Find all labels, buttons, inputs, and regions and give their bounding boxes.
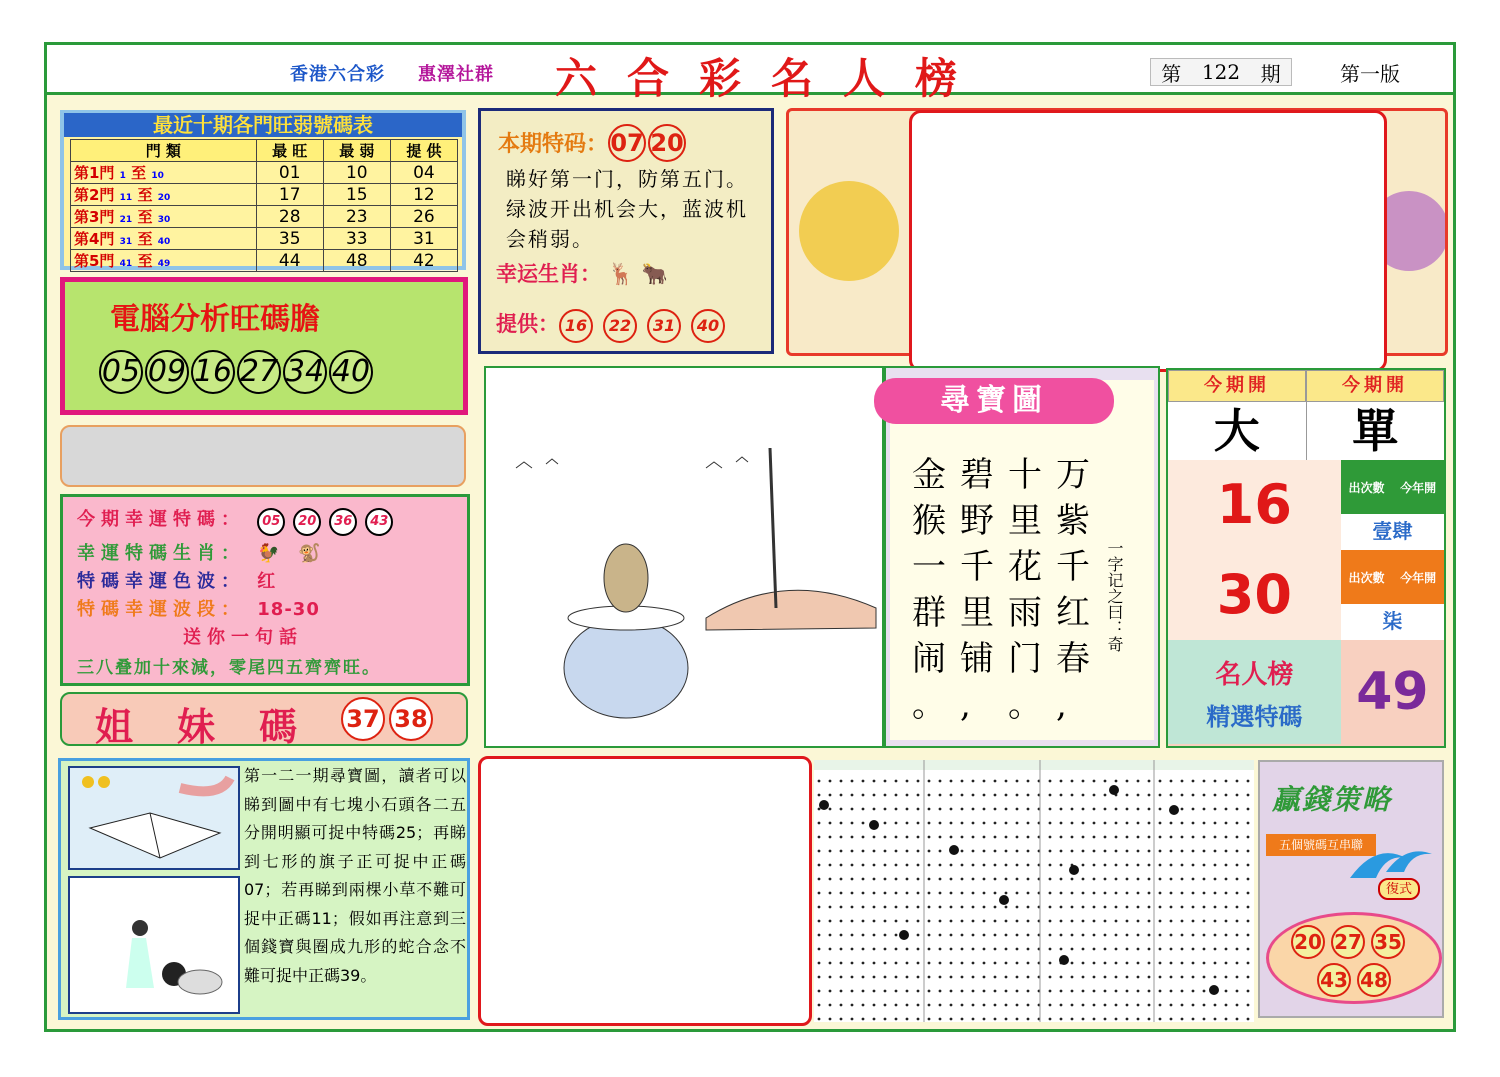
give-cell: 42 <box>390 250 457 272</box>
site-name: 香港六合彩 <box>290 64 385 85</box>
site-group: 惠澤社群 <box>418 64 494 85</box>
computer-numbers <box>99 350 375 394</box>
tag-a: 出次數 <box>1348 480 1385 495</box>
cold-cell: 10 <box>323 162 390 184</box>
girl-illustration <box>68 876 240 1014</box>
blank-bar <box>60 425 466 487</box>
lucky-number: 05 <box>257 508 285 536</box>
issue-number: 122 <box>1201 60 1241 84</box>
poem-char: 里 <box>1008 501 1042 541</box>
col-header: 門 類 <box>71 140 257 162</box>
range-to: 10 <box>151 171 164 181</box>
stats-count: 柒 <box>1382 609 1403 633</box>
lucky-color: 红 <box>257 571 282 592</box>
jar-animal-illustration <box>486 368 882 746</box>
special-number: 20 <box>648 124 686 162</box>
stats-tag-header <box>1341 550 1444 604</box>
treasure-illustration <box>484 366 884 748</box>
range-to: 49 <box>157 259 171 269</box>
range-mid: 至 <box>137 252 153 270</box>
range-from: 31 <box>119 237 133 247</box>
poem-char: , <box>960 685 971 725</box>
poem-char: 铺 <box>960 639 994 679</box>
range-mid: 至 <box>137 230 153 248</box>
hot-cell: 17 <box>256 184 323 206</box>
cold-cell: 33 <box>323 228 390 250</box>
poem-char: 野 <box>960 501 994 541</box>
poem-char: 花 <box>1008 547 1042 587</box>
poem-column <box>912 452 946 728</box>
poem-column <box>1056 452 1090 728</box>
edition-label: 第一版 <box>1340 62 1400 86</box>
lucky-line-3 <box>77 567 281 593</box>
door-label: 第1門 <box>74 164 115 182</box>
zodiac-label: 幸运生肖： <box>496 262 601 286</box>
lucky-label: 特碼幸運波段： <box>77 599 245 620</box>
number-ball: 16 <box>191 350 235 394</box>
stats-box <box>1166 368 1446 748</box>
range-from: 1 <box>119 171 126 181</box>
hot-cell: 35 <box>256 228 323 250</box>
recent-table <box>70 139 458 272</box>
strategy-number: 48 <box>1357 963 1391 997</box>
range-from: 21 <box>119 215 133 225</box>
number-ball: 40 <box>329 350 373 394</box>
range-from: 11 <box>119 193 133 203</box>
table-row <box>71 250 458 272</box>
hot-cell: 01 <box>256 162 323 184</box>
issue-box <box>1150 58 1292 86</box>
lucky-line-5: 送你一句話 <box>183 627 303 648</box>
lucky-number: 20 <box>293 508 321 536</box>
lucky-label: 今期幸運特碼： <box>77 509 245 530</box>
range-from: 41 <box>119 259 133 269</box>
monkey-icon: 🐒 <box>297 543 327 564</box>
famous-pick: 49 <box>1341 640 1444 744</box>
strategy-row-1 <box>1291 925 1405 959</box>
hot-cell: 44 <box>256 250 323 272</box>
lucky-number: 36 <box>329 508 357 536</box>
poem-char: 猴 <box>912 501 946 541</box>
cold-cell: 15 <box>323 184 390 206</box>
lucky-line-6: 三八叠加十來減，零尾四五齊齊旺。 <box>77 658 381 678</box>
poem-char: 群 <box>912 593 946 633</box>
poem-column <box>1008 452 1042 728</box>
lucky-label: 幸運特碼生肖： <box>77 543 245 564</box>
stats-tag <box>1341 550 1444 640</box>
dot-grid <box>814 760 1254 1022</box>
stats-tag-header <box>1341 460 1444 514</box>
col-header: 提 供 <box>390 140 457 162</box>
give-cell: 04 <box>390 162 457 184</box>
range-mid: 至 <box>137 208 153 226</box>
provide-number: 40 <box>691 309 725 343</box>
lucky-range: 18-30 <box>257 599 320 620</box>
dot-grid-pattern <box>814 760 1254 1022</box>
strategy-number: 27 <box>1331 925 1365 959</box>
poem-char: 金 <box>912 455 946 495</box>
famous-subtitle: 精選特碼 <box>1206 703 1303 731</box>
poem-char: , <box>1056 685 1067 725</box>
range-to: 30 <box>157 215 171 225</box>
range-mid: 至 <box>137 186 153 204</box>
strategy-label: 五個號碼互串聯 <box>1266 834 1376 856</box>
provide-number: 31 <box>647 309 681 343</box>
stats-odd-even: 單 <box>1352 404 1399 458</box>
table-row <box>71 206 458 228</box>
stats-row-2 <box>1168 550 1444 640</box>
cold-cell: 23 <box>323 206 390 228</box>
poem-char: 千 <box>1056 547 1090 587</box>
number-ball: 09 <box>145 350 189 394</box>
treasure-title: 尋寶圖 <box>874 378 1114 424</box>
stats-number: 16 <box>1168 460 1341 550</box>
recent-table-title: 最近十期各門旺弱號碼表 <box>64 113 462 137</box>
deer-icon: 🦌 <box>608 262 635 286</box>
stats-header-row <box>1168 370 1444 402</box>
book-icon <box>70 768 238 868</box>
poem-char: 一 <box>912 547 946 587</box>
stats-tag <box>1341 460 1444 550</box>
page-title: 六合彩名人榜 <box>555 54 988 103</box>
stats-header: 今期開 <box>1306 370 1444 402</box>
lucky-label: 特碼幸運色波： <box>77 571 245 592</box>
strategy-number: 35 <box>1371 925 1405 959</box>
stats-number: 30 <box>1168 550 1341 640</box>
stats-big-small: 大 <box>1168 402 1307 460</box>
provide-number: 22 <box>603 309 637 343</box>
number-ball: 34 <box>283 350 327 394</box>
lucky-box <box>60 494 470 686</box>
provide-number: 16 <box>559 309 593 343</box>
issue-suffix: 期 <box>1260 61 1281 86</box>
poem-char: 十 <box>1008 455 1042 495</box>
sister-title: 姐妹碼 <box>95 705 342 749</box>
lucky-line-1 <box>77 505 401 536</box>
table-row <box>71 228 458 250</box>
special-label-text: 本期特码： <box>498 132 609 157</box>
special-text: 睇好第一门，防第五门。绿波开出机会大，蓝波机会稍弱。 <box>506 167 748 251</box>
range-mid: 至 <box>131 164 147 182</box>
stats-value-row <box>1168 402 1444 460</box>
strategy-mode: 復式 <box>1378 878 1420 900</box>
poem-char: 春 <box>1056 639 1090 679</box>
strategy-row-2 <box>1317 963 1391 997</box>
famous-title: 名人榜 <box>1215 660 1294 690</box>
hot-cell: 28 <box>256 206 323 228</box>
poem-char: 紫 <box>1056 501 1090 541</box>
tag-b: 今年開 <box>1400 480 1437 495</box>
poem-char: 里 <box>960 593 994 633</box>
give-cell: 12 <box>390 184 457 206</box>
strategy-number: 20 <box>1291 925 1325 959</box>
stats-header: 今期開 <box>1168 370 1306 402</box>
stats-famous-row <box>1168 640 1444 744</box>
issue-prefix: 第 <box>1161 61 1182 86</box>
poem-char: 千 <box>960 547 994 587</box>
poem-char: 。 <box>912 685 946 725</box>
blank-panel-bottom <box>478 756 812 1026</box>
range-to: 20 <box>157 193 171 203</box>
door-label: 第5門 <box>74 252 115 270</box>
table-row <box>71 184 458 206</box>
poem-char: 红 <box>1056 593 1090 633</box>
treasure-hint: 一字记之曰：奇 <box>1105 540 1124 652</box>
table-row <box>71 162 458 184</box>
range-to: 40 <box>157 237 171 247</box>
strategy-oval <box>1266 912 1442 1004</box>
rooster-icon: 🐓 <box>257 543 286 564</box>
door-label: 第3門 <box>74 208 115 226</box>
provide-line <box>496 308 735 343</box>
computer-title: 電腦分析旺碼膽 <box>110 302 320 337</box>
number-ball: 05 <box>99 350 143 394</box>
tag-b: 今年開 <box>1400 570 1437 585</box>
col-header: 最 旺 <box>256 140 323 162</box>
provide-label: 提供： <box>496 312 559 336</box>
stats-row-1 <box>1168 460 1444 550</box>
give-cell: 31 <box>390 228 457 250</box>
sister-numbers <box>341 697 437 741</box>
poem-char: 。 <box>1008 685 1042 725</box>
poem-column <box>960 452 994 728</box>
col-header: 最 弱 <box>323 140 390 162</box>
strategy-title: 贏錢策略 <box>1272 783 1393 816</box>
number-ball: 27 <box>237 350 281 394</box>
zodiac-line <box>496 258 668 288</box>
door-label: 第4門 <box>74 230 115 248</box>
tag-a: 出次數 <box>1348 570 1385 585</box>
door-label: 第2門 <box>74 186 115 204</box>
strategy-number: 43 <box>1317 963 1351 997</box>
poem-char: 闹 <box>912 639 946 679</box>
stats-count: 壹肆 <box>1372 519 1413 543</box>
lucky-line-4 <box>77 595 320 621</box>
poem-char: 碧 <box>960 455 994 495</box>
girl-icon <box>70 878 238 1012</box>
sister-number: 37 <box>341 697 385 741</box>
give-cell: 26 <box>390 206 457 228</box>
poem-char: 雨 <box>1008 593 1042 633</box>
famous-box <box>1168 640 1341 744</box>
treasure-poem <box>912 452 1090 728</box>
ox-icon: 🐂 <box>641 262 668 286</box>
lucky-number: 43 <box>365 508 393 536</box>
sister-number: 38 <box>389 697 433 741</box>
story-text: 第一二一期尋寶圖，讀者可以睇到圖中有七塊小石頭各二五分開明顯可捉中特碼25；再睇到七形的旗子正可捉中正碼07；若再睇到兩棵小草不難可捉中正碼11；假如再注意到三個錢寶與圈成九形的蛇合念不難可捉中正碼39。 <box>244 766 466 985</box>
poem-char: 万 <box>1056 455 1090 495</box>
blank-panel <box>909 110 1387 372</box>
special-number: 07 <box>608 124 646 162</box>
poem-char: 门 <box>1008 639 1042 679</box>
cold-cell: 48 <box>323 250 390 272</box>
lucky-line-2 <box>77 539 326 565</box>
book-illustration <box>68 766 240 870</box>
special-label <box>498 124 688 162</box>
